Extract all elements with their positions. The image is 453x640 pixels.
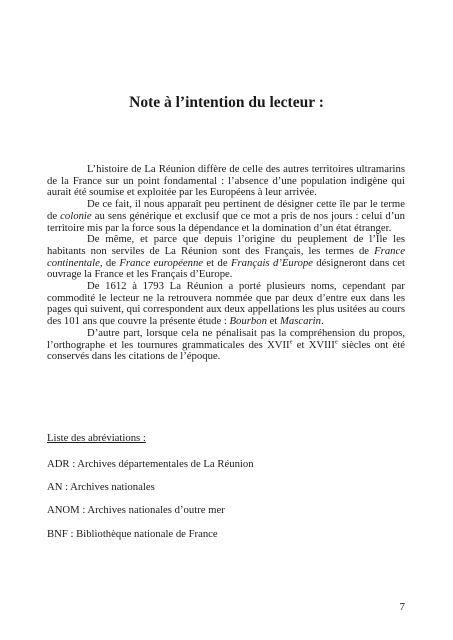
- text-run: De même, et parce que depuis l’origine du peuplement de l’Île les habitants non serviles de La Réunion sont des Français, les termes de: [47, 233, 405, 257]
- italic-term: colonie: [60, 209, 92, 222]
- text-run: De 1612 à 1793 La Réunion a porté plusieurs noms, cependant par commodité le lecteur ne la retrouvera nommée que par deux d’entre eux dans les pages qui suivent, qui correspondent aux deux appellations les plus usitées au cours des 101 ans que couvre la présente étude :: [47, 280, 405, 328]
- text-run: et de: [203, 256, 231, 269]
- body-paragraph: [47, 328, 405, 363]
- italic-term: France européenne: [119, 256, 204, 269]
- text-run: D’autre part, lorsque cela ne pénalisait pas la compréhension du propos, l’orthographe et les tournures grammaticales des XVII: [47, 326, 405, 351]
- page-number: 7: [399, 601, 405, 613]
- body-paragraph: [47, 281, 405, 328]
- text-run: .: [320, 315, 324, 328]
- abbreviation-item: BNF : Bibliothèque nationale de France: [47, 528, 218, 540]
- text-run: L’histoire de La Réunion diffère de celle des autres territoires ultramarins de la France sur un point fondamental : l’absence d’une population indigène qui aurait été soumise et exploitée par les Européens à leur arrivée.: [47, 163, 405, 199]
- abbreviations-heading: Liste des abréviations :: [47, 432, 146, 444]
- body-paragraph: [47, 199, 405, 234]
- abbreviation-item: ADR : Archives départementales de La Réunion: [47, 458, 254, 470]
- italic-term: Bourbon: [229, 315, 267, 328]
- italic-term: France continentale: [47, 244, 405, 269]
- text-run: siècles ont été conservés dans les citations de l’époque.: [47, 338, 405, 363]
- abbreviation-item: AN : Archives nationales: [47, 481, 155, 493]
- text-run: au sens générique et exclusif que ce mot a pris de nos jours : celui d’un territoire mis par la force sous la dépendance et la domination d’un état étranger.: [47, 209, 405, 234]
- italic-term: Français d’Europe: [230, 256, 313, 269]
- superscript: e: [289, 337, 293, 345]
- italic-term: Mascarin: [279, 315, 321, 328]
- text-run: , de: [99, 256, 120, 269]
- text-run: et: [266, 315, 280, 328]
- body-paragraph: [47, 164, 405, 199]
- text-run: De ce fait, il nous apparaît peu pertinent de désigner cette île par le terme de: [47, 198, 405, 222]
- text-run: et XVIII: [292, 338, 335, 351]
- text-run: désigneront dans cet ouvrage la France et les Français d’Europe.: [47, 256, 405, 281]
- page-title: Note à l’intention du lecteur :: [129, 94, 324, 111]
- reader-note-body: [47, 164, 405, 363]
- superscript: e: [334, 337, 338, 345]
- abbreviation-item: ANOM : Archives nationales d’outre mer: [47, 504, 225, 516]
- body-paragraph: [47, 234, 405, 281]
